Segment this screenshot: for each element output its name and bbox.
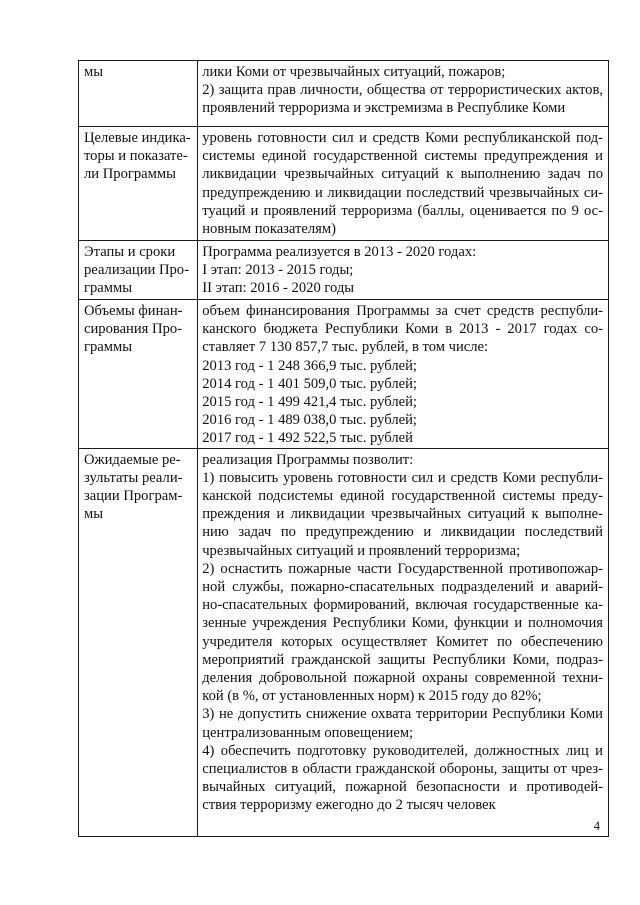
label-line: торы и показате- (84, 148, 188, 165)
text-line: мероприятий гражданской защиты Республики Коми, подраз- (202, 651, 603, 668)
text-line: чрезвычайных ситуаций и проявлений терроризма; (202, 542, 521, 559)
value-cell (198, 241, 609, 300)
text-line: ставляет 7 130 857,7 тыс. рублей, в том числе: (202, 339, 489, 356)
text-line: реализация Программы позволит: (202, 451, 414, 468)
text-line: зенные учреждения Республики Коми, функции и полномочия (202, 615, 603, 632)
text-line: 1) повысить уровень готовности сил и средств Коми республи- (202, 469, 603, 486)
text-line: учредителя которых осуществляет Комитет по обеспечению (202, 633, 603, 650)
text-line: 2015 год - 1 499 421,4 тыс. рублей; (202, 394, 417, 411)
table-body (79, 61, 609, 837)
label-line: зации Програм- (84, 488, 183, 505)
text-line: 2017 год - 1 492 522,5 тыс. рублей (202, 430, 413, 447)
text-line: I этап: 2013 - 2015 годы; (202, 262, 354, 279)
text-line: нию задач по предупреждению и ликвидации последствий (202, 524, 603, 541)
text-line: централизованным оповещением; (202, 724, 414, 741)
label-line: ли Программы (84, 166, 176, 183)
text-line: проявлений терроризма и экстремизма в Республике Коми (202, 100, 566, 117)
label-line: Ожидаемые ре- (84, 451, 181, 468)
table-row (79, 300, 609, 449)
text-line: специалистов в области гражданской обороны, защиты от чрез- (202, 761, 603, 778)
table-row (79, 61, 609, 127)
label-line: зультаты реали- (84, 469, 183, 486)
label-line: реализации Про- (84, 262, 189, 279)
text-line: лики Коми от чрезвычайных ситуаций, пожаров; (202, 64, 506, 80)
label-line: сирования Про- (84, 321, 183, 338)
value-cell (198, 61, 609, 127)
label-cell (79, 127, 198, 241)
text-line: 2016 год - 1 489 038,0 тыс. рублей; (202, 412, 417, 429)
label-cell (79, 448, 198, 836)
page-number: 4 (593, 819, 600, 833)
text-line: ной службы, пожарно-спасательных подразделений и аварий- (202, 579, 603, 596)
text-line: преждения и ликвидации чрезвычайных ситуаций к выполне- (202, 506, 603, 523)
label-line: Целевые индика- (84, 130, 191, 146)
text-line: 2) оснастить пожарные части Государственной противопожар- (202, 560, 603, 577)
text-line: 2) защита прав личности, общества от террористических актов, (202, 82, 603, 99)
text-line: предупреждению и ликвидации последствий чрезвычайных си- (202, 184, 603, 201)
table-row (79, 127, 609, 241)
label-cell (79, 61, 198, 127)
label-line: граммы (84, 339, 133, 356)
text-line: Программа реализуется в 2013 - 2020 годах: (202, 244, 477, 260)
text-line: кой (в %, от установленных норм) к 2015 году до 82%; (202, 688, 542, 705)
text-line: ликвидации чрезвычайных ситуаций к выполнению задач по (202, 166, 603, 183)
label-cell (79, 241, 198, 300)
label-line: Объемы финан- (84, 303, 183, 319)
table-row (79, 448, 609, 836)
table-row (79, 241, 609, 300)
text-line: туаций и проявлений терроризма (баллы, оценивается по 9 ос- (202, 202, 603, 219)
text-line: ствия терроризму ежегодно до 2 тысяч человек (202, 797, 496, 814)
label-line: Этапы и сроки (84, 244, 176, 260)
label-line: мы (84, 506, 104, 523)
label-cell (79, 300, 198, 449)
text-line: но-спасательных формирований, включая государственные ка- (202, 597, 603, 614)
value-cell (198, 127, 609, 241)
label-line: мы (84, 64, 104, 80)
text-line: деления добровольной пожарной охраны современной техни- (202, 670, 603, 687)
text-line: 4) обеспечить подготовку руководителей, должностных лиц и (202, 742, 603, 759)
text-line: 2013 год - 1 248 366,9 тыс. рублей; (202, 357, 417, 374)
text-line: канского бюджета Республики Коми в 2013 - 2017 годах со- (202, 321, 603, 338)
text-line: объем финансирования Программы за счет средств республи- (202, 303, 603, 319)
text-line: уровень готовности сил и средств Коми республиканской под- (202, 130, 603, 146)
text-line: новным показателям) (202, 221, 336, 238)
label-line: граммы (84, 280, 133, 297)
text-line: системы единой государственной системы предупреждения и (202, 148, 603, 165)
text-line: II этап: 2016 - 2020 годы (202, 280, 355, 297)
text-line: 2014 год - 1 401 509,0 тыс. рублей; (202, 375, 417, 392)
text-line: канской подсистемы единой государственной системы преду- (202, 488, 603, 505)
text-line: вычайных ситуаций, пожарной безопасности и противодей- (202, 779, 603, 796)
passport-table (78, 60, 609, 837)
value-cell (198, 300, 609, 449)
value-cell (198, 448, 609, 836)
text-line: 3) не допустить снижение охвата территории Республики Коми (202, 706, 603, 723)
